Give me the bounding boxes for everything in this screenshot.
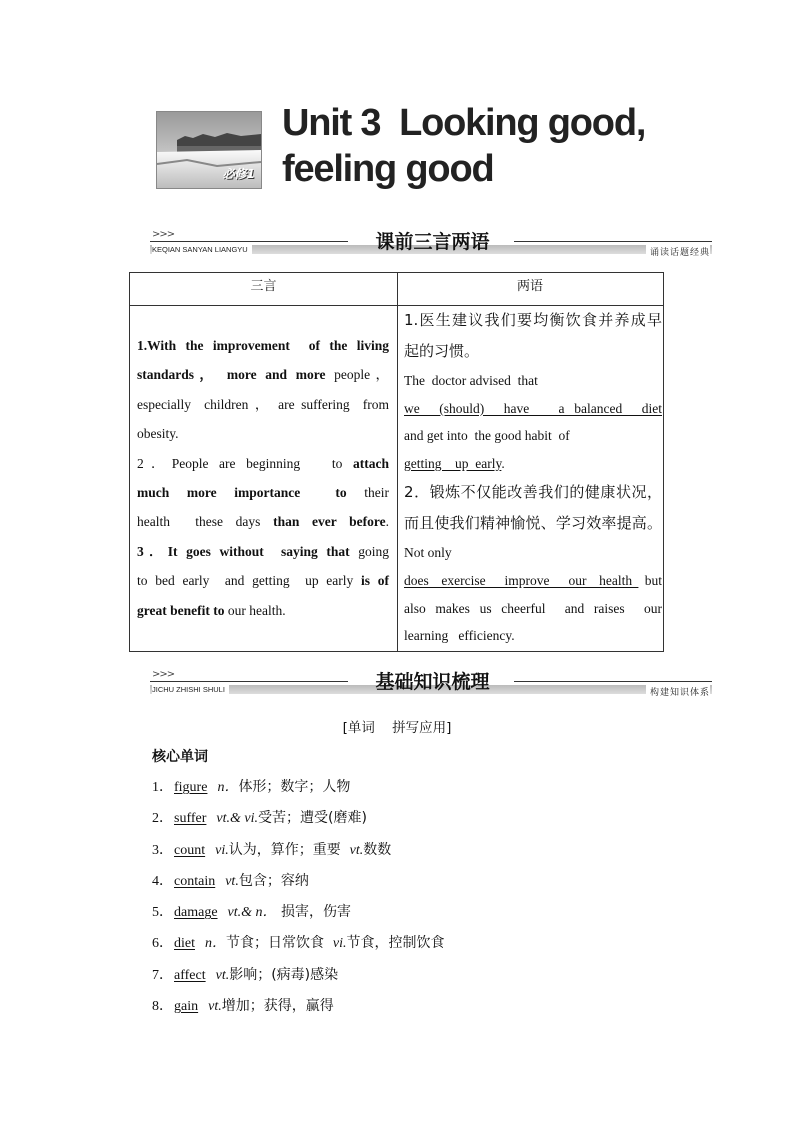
part-of-speech: vt.& n． [227,905,277,921]
unit-title-line2: feeling good [282,148,494,190]
vocab-meaning: 认为，算作；重要 [228,841,350,858]
vocab-item [152,803,445,834]
part-of-speech: n． [205,936,226,952]
sentence-text: 2．People are beginning to [137,455,353,471]
vocab-item [152,960,445,991]
key-phrase: attach [353,455,389,471]
chinese-prompt-line [404,336,662,367]
key-phrase: 1.With the improvement of the living [137,338,389,353]
vocab-meaning: 数数 [363,841,392,858]
sentence-line [137,537,389,566]
part-of-speech: vt. [215,967,230,983]
core-words-label: 核心单词 [152,749,208,765]
vocab-meaning: 增加；获得，赢得 [221,998,334,1015]
unit-title-line1: Unit 3 Looking good, [282,102,646,144]
vocab-item [152,835,445,866]
vocab-meaning: 受苦；遭受(磨难) [258,810,367,827]
translation-line [404,539,662,567]
translation-line [404,422,662,450]
vocab-meaning: 包含；容纳 [238,872,309,889]
translation-line [404,622,662,650]
sentence-line [137,390,389,419]
sentence-line [137,419,389,448]
part-of-speech: vi. [332,936,347,952]
sentence-text: going [349,543,389,559]
vocab-meaning: 影响；(病毒)感染 [229,966,339,983]
vocab-word: gain [174,999,199,1015]
sentence-line [137,478,389,507]
chinese-prompt-line [404,477,662,508]
section-banner-knowledge [150,665,712,697]
translation-text: 2．锻炼不仅能改善我们的健康状况， [404,483,662,502]
translation-text: 起的习惯。 [404,342,480,360]
sentence-text: . [385,514,389,530]
key-phrase: standards， [137,367,219,383]
table-header-col2: 两语 [397,273,663,306]
translation-text: but [638,572,662,588]
section-heading: 课前三言两语 [375,231,490,253]
answer-blank: getting up early [404,455,502,471]
sentence-text: people， [325,367,389,383]
section-tagline: 构建知识体系 [646,685,710,698]
sentence-text: their [346,484,390,500]
key-phrase: much more importance to [137,484,347,500]
translation-text: and get into the good habit of [404,428,570,444]
vocab-number: 3． [152,842,173,858]
vocab-word: damage [174,905,218,921]
part-of-speech: n． [217,780,239,795]
translation-line [404,450,662,478]
vocab-meaning: 损害，伤害 [276,904,351,921]
translation-line [404,595,662,623]
vocab-number: 6． [152,936,173,952]
sentence-line [137,507,389,536]
section-pinyin: JICHU ZHISHI SHULI [152,685,229,694]
sentence-line [137,331,389,360]
table-header-col1: 三言 [130,273,397,306]
vocab-item [152,991,445,1022]
phrases-table [129,272,664,652]
translation-text: 而且使我们精神愉悦、学习效率提高。 [404,514,662,533]
vocab-item [152,897,445,928]
book-label: 必修1 [222,167,255,181]
sentence-text: health these days [137,514,274,530]
translation-text: 1.医生建议我们要均衡饮食并养成早 [404,311,662,329]
vocab-word: suffer [174,811,207,827]
vocab-word: count [174,842,206,858]
vocab-number: 8． [152,999,173,1015]
sentence-line [137,566,389,595]
key-phrase: is of [361,573,389,589]
vocab-word: affect [174,967,206,983]
translation-line [404,567,662,595]
vocab-meaning: 体形；数字；人物 [238,779,351,795]
book-cover-thumbnail [156,111,262,189]
sentence-text: obesity. [137,426,179,442]
sentence-text: our health. [224,602,286,618]
vocab-word: contain [174,873,216,889]
key-phrase: than ever before [273,514,386,530]
translation-line [404,367,662,395]
answer-blank: does exercise improve our health [404,572,639,588]
vocab-number: 4． [152,873,173,889]
section-tagline: 诵读话题经典 [646,245,710,258]
key-phrase: 3．It goes without saying that [137,543,350,559]
part-of-speech: vt. [349,842,364,858]
vocab-number: 5． [152,905,173,921]
vocab-list [152,772,445,1022]
translation-line [404,395,662,423]
vocab-meaning: 节食；日常饮食 [226,935,333,952]
section-banner-preview [150,225,712,257]
vocab-item [152,866,445,897]
section-heading: 基础知识梳理 [375,671,490,693]
vocab-number: 1． [152,780,173,795]
sentence-text: to bed early and getting up early [137,573,362,589]
unit-title [282,100,645,192]
part-of-speech: vt.& vi. [216,811,259,827]
part-of-speech: vt. [225,873,239,889]
translation-text: . [501,455,505,471]
key-phrase: more and more [218,367,326,383]
table-col-sentences [137,331,389,625]
vocab-item [152,772,445,803]
chinese-prompt-line [404,305,662,336]
vocab-tag: [单词 拼写应用] [342,720,452,736]
vocab-item [152,928,445,959]
part-of-speech: vi. [215,842,229,858]
translation-text: Not only [404,545,452,561]
sentence-text: especially children ， are suffering from [137,396,389,412]
arrows-icon: >>> [152,229,175,240]
table-col-translations [404,305,662,650]
translation-text: The doctor advised that [404,373,538,388]
vocab-word: diet [174,936,195,952]
chinese-prompt-line [404,508,662,539]
key-phrase: great benefit to [137,602,225,618]
answer-blank: we (should) have a balanced diet [404,400,662,416]
vocab-meaning: 节食，控制饮食 [346,935,445,952]
part-of-speech: vt. [208,999,222,1015]
translation-text: learning efficiency. [404,628,515,644]
sentence-line [137,596,389,625]
arrows-icon: >>> [152,669,175,680]
sentence-line [137,449,389,478]
vocab-number: 2． [152,811,173,827]
sentence-line [137,360,389,389]
vocab-number: 7． [152,967,173,983]
translation-text: also makes us cheerful and raises our [404,600,662,616]
vocab-word: figure [174,780,208,795]
section-pinyin: KEQIAN SANYAN LIANGYU [152,245,252,254]
